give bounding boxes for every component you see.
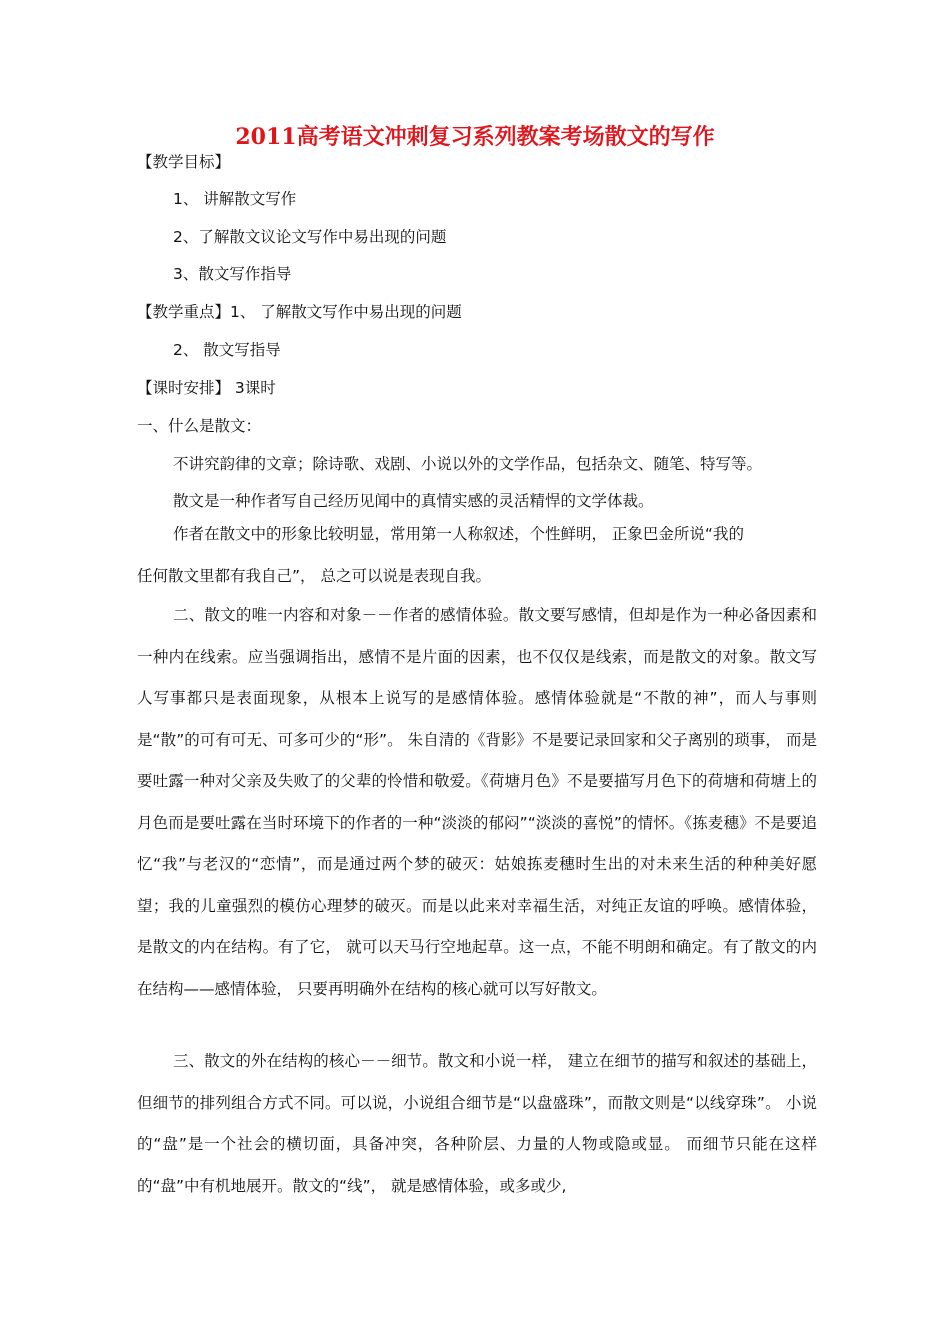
section1-paragraph-3-line-2: 任何散文里都有我自己”， 总之可以说是表现自我。	[137, 567, 491, 585]
section1-paragraph-1: 不讲究韵律的文章；除诗歌、戏剧、小说以外的文学作品，包括杂文、随笔、特写等。	[173, 455, 763, 473]
section1-paragraph-3-line-1: 作者在散文中的形象比较明显，常用第一人称叙述，个性鲜明， 正象巴金所说“我的	[173, 525, 744, 543]
section1-heading: 一、什么是散文：	[137, 417, 262, 435]
objectives-heading: 【教学目标】	[137, 153, 231, 171]
schedule-line: 【课时安排】 3课时	[137, 379, 276, 397]
objective-item-2: 2、了解散文议论文写作中易出现的问题	[173, 228, 447, 246]
section2-paragraph: 二、散文的唯一内容和对象－－作者的感情体验。散文要写感情，但却是作为一种必备因素和一种内在线索。应当强调指出，感情不是片面的因素，也不仅仅是线索，而是散文的对象。散文写人写事都只是表面现象，从根本上说写的是感情体验。感情体验就是“不散的神”，而人与事则是“散”的可有可无、可多可少的“形”。 朱自清的《背影》不是要记录回家和父子离别的琐事， 而是要吐露一种对父亲及失败了的父辈的怜惜和敬爱。《荷塘月色》不是要描写月色下的荷塘和荷塘上的月色而是要吐露在当时环境下的作者的一种“淡淡的郁闷”“淡淡的喜悦”的情怀。《拣麦穗》不是要追忆“我”与老汉的“恋情”，而是通过两个梦的破灭：姑娘拣麦穗时生出的对未来生活的种种美好愿望；我的儿童强烈的模仿心理梦的破灭。而是以此来对幸福生活，对纯正友谊的呼唤。感情体验，是散文的内在结构。有了它， 就可以天马行空地起草。这一点，不能不明朗和确定。有了散文的内在结构——感情体验， 只要再明确外在结构的核心就可以写好散文。	[137, 606, 817, 998]
objective-item-3: 3、散文写作指导	[173, 265, 292, 283]
section1-paragraph-2: 散文是一种作者写自己经历见闻中的真情实感的灵活精悍的文学体裁。	[173, 492, 654, 510]
key-points-line-1: 【教学重点】1、 了解散文写作中易出现的问题	[137, 303, 462, 321]
objective-item-1: 1、 讲解散文写作	[173, 190, 297, 208]
document-title: 2011高考语文冲刺复习系列教案考场散文的写作	[235, 124, 715, 150]
section3-paragraph: 三、散文的外在结构的核心－－细节。散文和小说一样， 建立在细节的描写和叙述的基础上，但细节的排列组合方式不同。可以说，小说组合细节是“以盘盛珠”，而散文则是“以线穿珠”。 小说的“盘”是一个社会的横切面，具备冲突，各种阶层、力量的人物或隐或显。 而细节只能在这样的“盘”中有机地展开。散文的“线”， 就是感情体验，或多或少,	[137, 1052, 817, 1195]
key-points-line-2: 2、 散文写指导	[173, 341, 281, 359]
